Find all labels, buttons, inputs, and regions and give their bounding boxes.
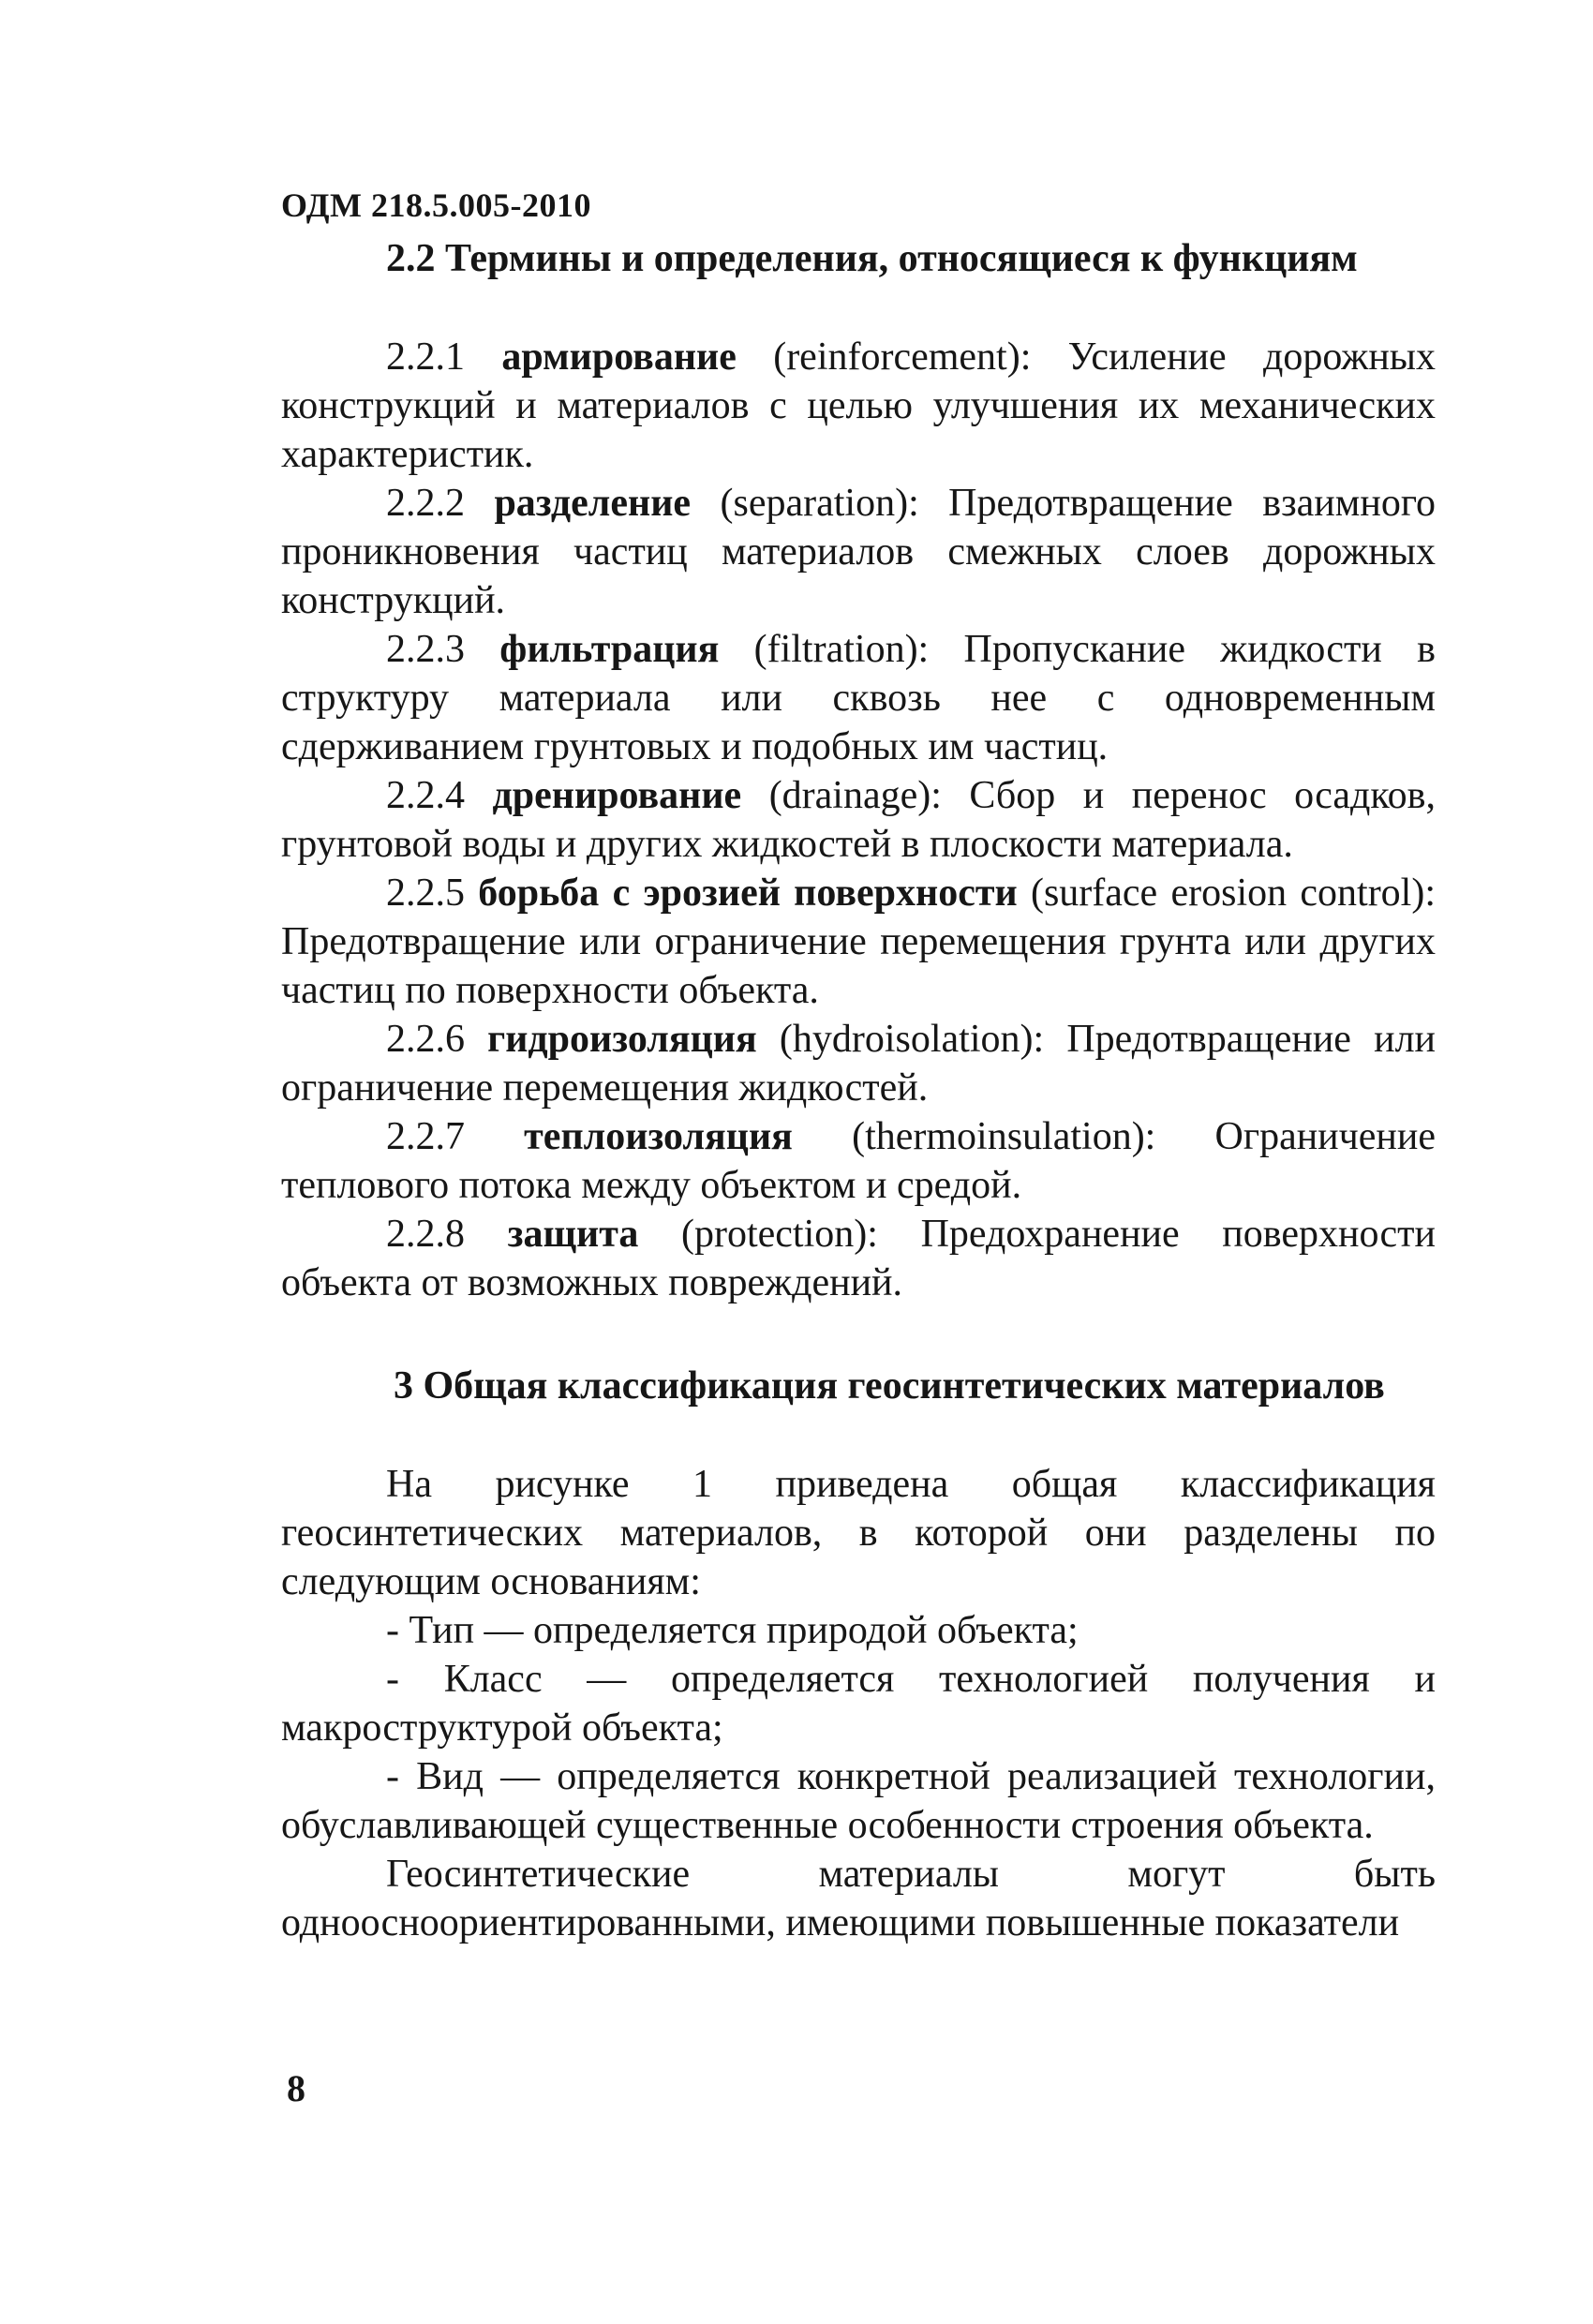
classification-list-item: - Вид — определяется конкретной реализацией технологии, обуславливающей существенные особенности строения объекта. — [281, 1755, 1436, 1847]
term-definition: (separation): Предотвращение взаимного проникновения частиц материалов смежных слоев дорожных конструкций. — [281, 482, 1437, 622]
term-name: фильтрация — [499, 628, 720, 671]
term-item — [281, 479, 1436, 625]
term-definition: (reinforcement): Усиление дорожных конструкций и материалов с целью улучшения их механических характеристик. — [281, 335, 1437, 476]
term-name: армирование — [501, 335, 737, 379]
term-definition: (surface erosion control): Предотвращение или ограничение перемещения грунта или других частиц по поверхности объекта. — [281, 872, 1437, 1012]
term-item — [281, 869, 1436, 1015]
term-number: 2.2.8 — [386, 1213, 465, 1256]
term-name: дренирование — [492, 774, 742, 817]
term-item — [281, 333, 1436, 479]
term-definition: (drainage): Сбор и перенос осадков, грунтовой воды и других жидкостей в плоскости материала. — [281, 774, 1436, 866]
term-name: теплоизоляция — [524, 1115, 793, 1158]
term-item — [281, 771, 1436, 869]
classification-list-item: - Класс — определяется технологией получения и макроструктурой объекта; — [281, 1658, 1436, 1750]
term-definition: (filtration): Пропускание жидкости в структуру материала или сквозь нее с одновременным сдерживанием грунтовых и подобных им частиц. — [281, 628, 1437, 768]
terms-list — [281, 333, 1436, 1307]
term-definition: (thermoinsulation): Ограничение теплового потока между объектом и средой. — [281, 1115, 1437, 1207]
term-item — [281, 625, 1436, 771]
intro-paragraph: На рисунке 1 приведена общая классификация геосинтетических материалов, в которой они разделены по следующим основаниям: — [281, 1463, 1436, 1603]
term-number: 2.2.7 — [386, 1115, 465, 1158]
term-number: 2.2.3 — [386, 628, 465, 671]
term-name: защита — [507, 1213, 639, 1256]
term-number: 2.2.4 — [386, 774, 465, 817]
section-2-2-heading: 2.2 Термины и определения, относящиеся к функциям — [386, 237, 1358, 280]
term-number: 2.2.2 — [386, 482, 465, 525]
term-number: 2.2.5 — [386, 872, 465, 915]
section-3-heading: 3 Общая классификация геосинтетических материалов — [394, 1364, 1385, 1408]
term-definition: (protection): Предохранение поверхности объекта от возможных повреждений. — [281, 1213, 1437, 1304]
document-code: ОДМ 218.5.005-2010 — [281, 186, 591, 224]
page-number: 8 — [287, 2067, 305, 2109]
term-number: 2.2.1 — [386, 335, 465, 379]
term-name: гидроизоляция — [487, 1018, 757, 1061]
term-definition: (hydroisolation): Предотвращение или ограничение перемещения жидкостей. — [281, 1018, 1437, 1110]
term-item — [281, 1015, 1436, 1112]
term-item — [281, 1112, 1436, 1210]
last-paragraph: Геосинтетические материалы могут быть одноосноориентированными, имеющими повышенные показатели — [281, 1853, 1436, 1944]
term-name: разделение — [494, 482, 692, 525]
term-name: борьба с эрозией поверхности — [478, 872, 1018, 915]
term-item — [281, 1210, 1436, 1307]
classification-text — [281, 1460, 1436, 1947]
term-number: 2.2.6 — [386, 1018, 465, 1061]
classification-list-item: - Тип — определяется природой объекта; — [386, 1609, 1079, 1652]
